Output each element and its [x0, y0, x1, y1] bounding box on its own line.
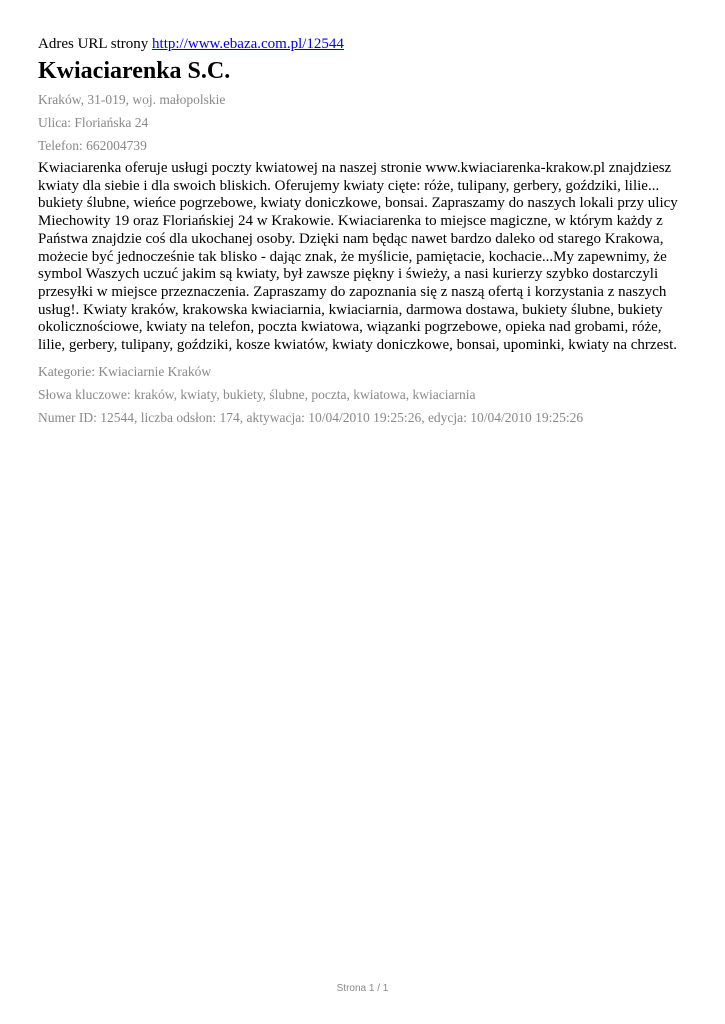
page-url-link[interactable]: http://www.ebaza.com.pl/12544: [152, 36, 344, 52]
page-number: Strona 1 / 1: [336, 983, 389, 994]
city-line: Kraków, 31-019, woj. małopolskie: [38, 92, 226, 107]
company-title: Kwiaciarenka S.C.: [38, 58, 231, 84]
url-prefix: Adres URL strony: [38, 36, 149, 52]
phone-line: Telefon: 662004739: [38, 138, 147, 153]
street-line: Ulica: Floriańska 24: [38, 115, 149, 130]
url-line: [38, 34, 690, 54]
keywords-line: Słowa kluczowe: kraków, kwiaty, bukiety, ślubne, poczta, kwiatowa, kwiaciarnia: [38, 386, 476, 402]
categories-line: Kategorie: Kwiaciarnie Kraków: [38, 363, 212, 379]
document-page: [38, 34, 690, 432]
record-id-line: Numer ID: 12544, liczba odsłon: 174, aktywacja: 10/04/2010 19:25:26, edycja: 10/04/2010 19:25:26: [38, 409, 584, 425]
company-description: Kwiaciarenka oferuje usługi poczty kwiatowej na naszej stronie www.kwiaciarenka-krakow.pl znajdziesz kwiaty dla siebie i dla swoich bliskich. Oferujemy kwiaty cięte: róże, tulipany, gerbery, goździki, lilie... bukiety ślubne, wieńce pogrzebowe, kwiaty doniczkowe, bonsai. Zapraszamy do naszych lokali przy ulicy Miechowity 19 oraz Floriańskiej 24 w Krakowie. Kwiaciarenka to miejsce magiczne, w którym każdy z Państwa znajdzie coś dla ukochanej osoby. Dzięki nam będąc nawet bardzo daleko od starego Krakowa, możecie być jednocześnie tak blisko - dając znak, że myślicie, pamiętacie, kochacie...My zapewnimy, że symbol Waszych uczuć jakim są kwiaty, był zawsze piękny i świeży, a nasi kurierzy szybko dostarczyli przesyłki w miejsce przeznaczenia. Zapraszamy do zapoznania się z naszą ofertą i korzystania z naszych usług!. Kwiaty kraków, krakowska kwiaciarnia, kwiaciarnia, darmowa dostawa, bukiety ślubne, bukiety okolicznościowe, kwiaty na telefon, poczta kwiatowa, wiązanki pogrzebowe, opieka nad grobami, róże, lilie, gerbery, tulipany, goździki, kosze kwiatów, kwiaty doniczkowe, bonsai, upominki, kwiaty na chrzest.: [38, 160, 678, 354]
